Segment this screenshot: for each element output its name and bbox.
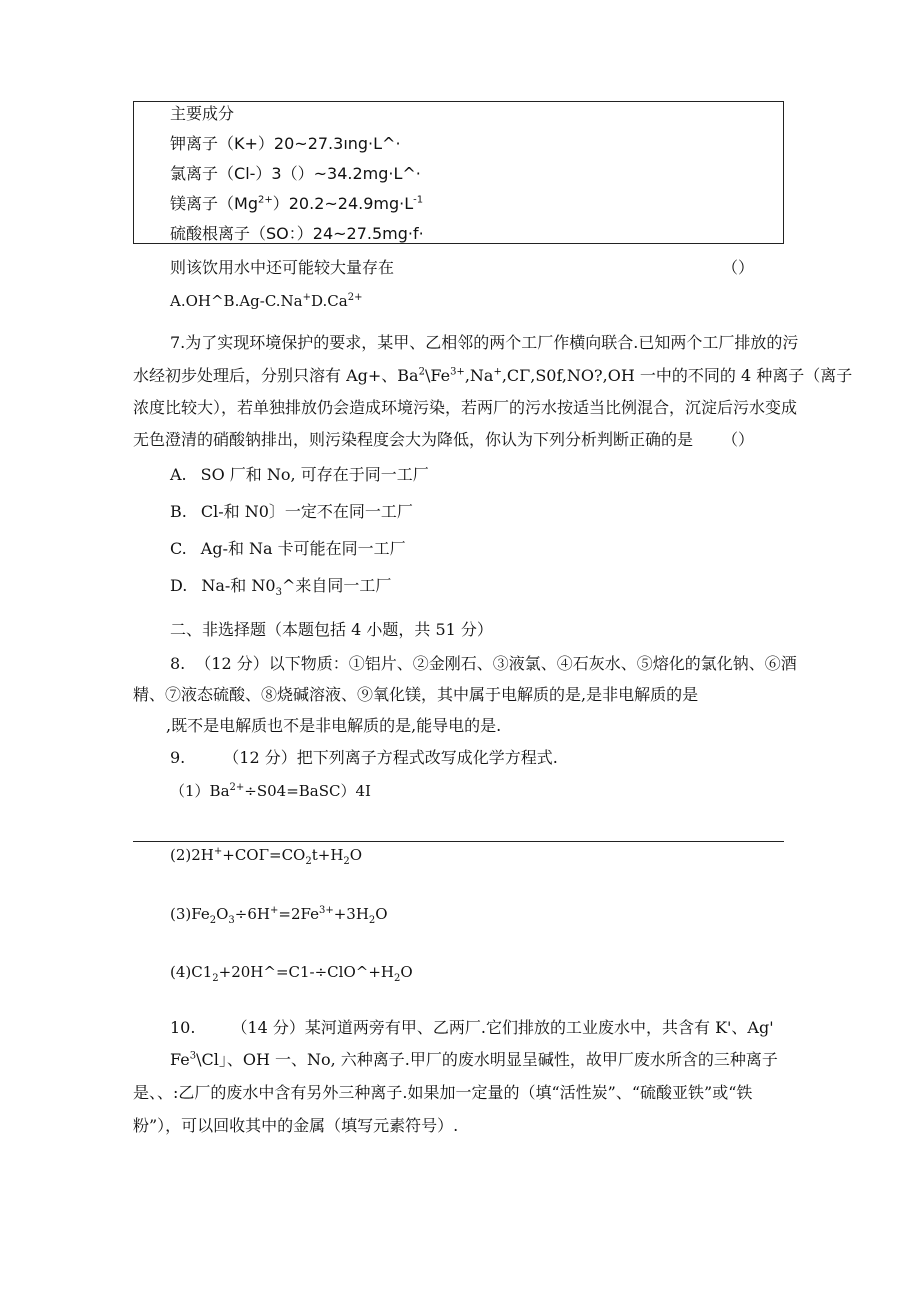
q7-line2: 水经初步处理后，分别只溶有 Ag+、$Ba^2\backslash Fe^{3+},Na^+,C\Gamma,S0f,NO?,OH$ 一中的不同的 4 种离子（离子	[133, 366, 853, 385]
section-heading: 二、非选择题（本题包括 4 小题，共 51 分）	[170, 620, 493, 639]
q9-stem: 9. （12 分）把下列离子方程式改写成化学方程式.	[170, 748, 558, 767]
q7-option-b: B. Cl-和 N0〕一定不在同一工厂	[170, 502, 413, 521]
q7-line1: 7.为了实现环境保护的要求，某甲、乙相邻的两个工厂作横向联合.已知两个工厂排放的污	[170, 333, 799, 352]
q10-line3: 是、、:乙厂的废水中含有另外三种离子.如果加一定量的（填“活性炭”、“硫酸亚铁”或“铁	[133, 1083, 753, 1102]
q10-line4: 粉”），可以回收其中的金属（填写元素符号）.	[133, 1116, 459, 1135]
q9-equation-2: $(2)2H^++CO\Gamma=CO_2t+H_2O$	[170, 846, 363, 867]
table-row-sulfate: 硫酸根离子（SO：）24~27.5mg·f·	[170, 224, 424, 243]
table-row-chloride: 氯离子（Cl-）3（）~34.2mg·L^·	[170, 164, 421, 183]
q7-line4: 无色澄清的硝酸钠排出，则污染程度会大为降低，你认为下列分析判断正确的是	[133, 430, 694, 449]
q8-line1: 8. （12 分）以下物质：①铝片、②金刚石、③液氯、④石灰水、⑤熔化的氯化钠、⑥酒	[170, 654, 797, 673]
table-row-magnesium: 镁离子$(Mg^{2+})20.2\sim 24.9mg\cdot L^{-1}$	[170, 194, 424, 213]
divider-line	[133, 841, 784, 842]
q9-equation-3: $(3)Fe_2O_3\div 6H^+=2Fe^{3+}+3H_2O$	[170, 905, 388, 926]
q8-line3: ,既不是电解质也不是非电解质的是,能导电的是.	[166, 716, 502, 735]
q6-answer-paren: （）	[722, 258, 755, 277]
q7-answer-paren: （）	[722, 430, 755, 449]
q7-option-d: D. Na-和 $N0_3\^{}$来自同一工厂	[170, 576, 392, 599]
q10-line1: 10. （14 分）某河道两旁有甲、乙两厂.它们排放的工业废水中，共含有 K'、Ag'	[170, 1018, 774, 1037]
q7-option-c: C. Ag-和 Na 卡可能在同一工厂	[170, 539, 406, 558]
q10-line2: Fe$^3$\Cl」、OH 一、No, 六种离子.甲厂的废水明显呈碱性，故甲厂废水所含的三种离子	[170, 1050, 778, 1069]
table-row-potassium: 钾离子（K+）20~27.3ıng·L^·	[170, 134, 401, 153]
q9-equation-1: $(1)Ba^{2+}\div S04=BaSC)4I$	[170, 782, 371, 800]
q7-line3: 浓度比较大），若单独排放仍会造成环境污染，若两厂的污水按适当比例混合，沉淀后污水变成	[133, 398, 798, 417]
q7-option-a: A. SO 厂和 No, 可存在于同一工厂	[170, 465, 429, 484]
q8-line2: 精、⑦液态硫酸、⑧烧碱溶液、⑨氧化镁，其中属于电解质的是,是非电解质的是	[133, 685, 699, 704]
q9-equation-4: $(4)C1_2+20H\^{}=C1-\div ClO\^{}+H_2O$	[170, 963, 413, 984]
q6-stem: 则该饮用水中还可能较大量存在	[170, 258, 395, 277]
q6-options: $A.OH\^{}B.Ag-C.Na^+D.Ca^{2+}$	[170, 292, 363, 310]
table-title: 主要成分	[170, 104, 235, 123]
